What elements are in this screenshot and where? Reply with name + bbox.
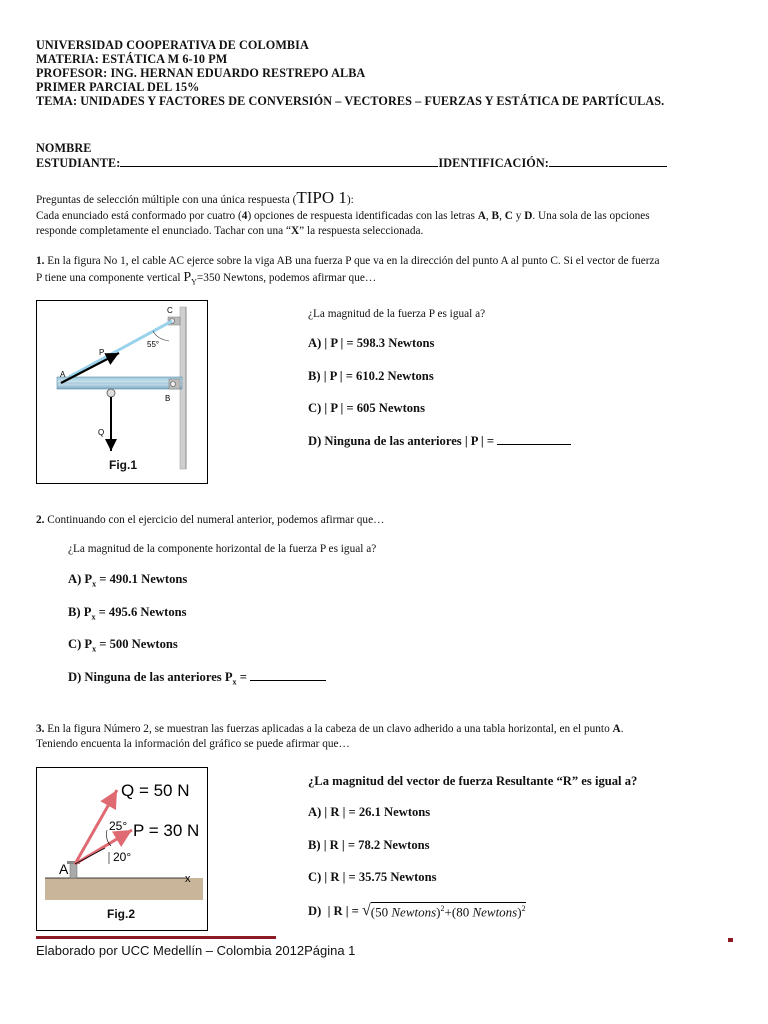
header-exam: PRIMER PARCIAL DEL 15% <box>36 80 200 94</box>
q3-option-d[interactable] <box>308 902 526 920</box>
q2-option-c[interactable] <box>68 637 178 654</box>
q2-d-pre: D) Ninguna de las anteriores P <box>68 670 233 684</box>
sqrt-icon: √ <box>362 902 371 920</box>
q2-c-post: = 500 Newtons <box>96 637 178 651</box>
q2-a-sub: x <box>92 579 97 589</box>
line2-a: responde completamente el enunciado. Tachar con una “ <box>36 225 291 237</box>
q1-text-2a: P tiene una componente vertical <box>36 272 184 284</box>
q2-answer-blank[interactable] <box>250 680 326 681</box>
q3-formula <box>371 902 526 920</box>
id-label: IDENTIFICACIÓN: <box>438 156 549 170</box>
fig2-label-x: x <box>185 873 191 885</box>
fig2-angle-25: 25° <box>109 819 128 833</box>
f-exp1: 2 <box>440 904 445 913</box>
figure-1-drawing <box>37 301 207 483</box>
fig1-angle: 55° <box>147 340 160 349</box>
q2-number: 2. <box>36 514 45 526</box>
fig1-label-c: C <box>167 306 173 315</box>
line1-b: ) opciones de respuesta identificadas con las letras <box>247 210 478 222</box>
fig1-label-a: A <box>60 370 66 379</box>
letter-c: C <box>504 210 513 222</box>
f-plus: + <box>444 904 452 920</box>
instructions-intro <box>36 190 354 208</box>
q1-text-2b: =350 Newtons, podemos afirmar que… <box>196 272 377 284</box>
q1-option-c[interactable]: C) | P | = 605 Newtons <box>308 401 425 415</box>
y: y <box>512 210 525 222</box>
fig1-label-q: Q <box>98 428 105 437</box>
py-sub: Y <box>191 277 197 287</box>
f-close1: ) <box>436 904 441 920</box>
q3-text-1a: En la figura Número 2, se muestran las fuerzas aplicadas a la cabeza de un clavo adherido a una tabla horizontal, en el punto <box>44 723 613 735</box>
q1-question: ¿La magnitud de la fuerza P es igual a? <box>308 308 486 320</box>
q2-text-span: Continuando con el ejercicio del numeral anterior, podemos afirmar que… <box>44 514 385 526</box>
q3-option-d-label: D) | R | = <box>308 903 362 918</box>
q1-text-2 <box>36 270 376 289</box>
header-subject: MATERIA: ESTÁTICA M 6-10 PM <box>36 52 228 66</box>
q3-option-c[interactable]: C) | R | = 35.75 Newtons <box>308 870 437 884</box>
q3-number: 3. <box>36 723 45 735</box>
fig1-caption: Fig.1 <box>109 458 138 472</box>
fig1-label-p: P <box>99 348 105 357</box>
q1-text-1-span: En la figura No 1, el cable AC ejerce sobre la viga AB una fuerza P que va en la dirección del punto A al punto C. Si el vector de fuerza <box>44 255 660 267</box>
q1-option-d[interactable] <box>308 434 571 449</box>
q3-text-2: Teniendo encuenta la información del gráfico se puede afirmar que… <box>36 738 350 750</box>
student-label-text: ESTUDIANTE: <box>36 156 121 170</box>
q1-answer-blank[interactable] <box>497 444 571 445</box>
f-open2: (80 <box>451 904 473 920</box>
f-close2: ) <box>517 904 522 920</box>
q2-c-sub: x <box>92 644 97 654</box>
id-field[interactable] <box>549 166 667 167</box>
footer-rule-left <box>36 936 276 939</box>
q2-text <box>36 513 384 528</box>
q3-option-a[interactable]: A) | R | = 26.1 Newtons <box>308 805 431 819</box>
q3-text-1 <box>36 722 734 737</box>
q1-number: 1. <box>36 255 45 267</box>
q2-a-pre: A) P <box>68 572 93 586</box>
q2-option-d[interactable] <box>68 670 326 687</box>
name-label: NOMBRE <box>36 141 92 155</box>
q2-question: ¿La magnitud de la componente horizontal de la fuerza P es igual a? <box>68 543 377 555</box>
q2-b-pre: B) P <box>68 605 92 619</box>
intro-end: ): <box>346 194 354 206</box>
q1-option-d-text: D) Ninguna de las anteriores | P | = <box>308 434 498 448</box>
instructions-line1: Cada enunciado está conformado por cuatro (4) opciones de respuesta identificadas con las letras A, B, C y D. Una sola de las opciones <box>36 210 650 222</box>
q2-d-sub: x <box>232 677 237 687</box>
name-field[interactable] <box>120 166 438 167</box>
q1-option-b[interactable]: B) | P | = 610.2 Newtons <box>308 369 434 383</box>
figure-2-drawing <box>37 768 207 930</box>
header-professor: PROFESOR: ING. HERNAN EDUARDO RESTREPO ALBA <box>36 66 366 80</box>
intro-text: Preguntas de selección múltiple con una única respuesta ( <box>36 194 297 206</box>
tipo-label: TIPO 1 <box>296 188 347 207</box>
q1-text-1 <box>36 254 660 269</box>
letter-b: B <box>491 210 500 222</box>
letter-x: X <box>290 225 300 237</box>
fig2-caption: Fig.2 <box>107 907 136 921</box>
q3-text-1b: . <box>620 723 624 735</box>
fig2-q-label: Q = 50 N <box>121 781 190 800</box>
fig2-p-label: P = 30 N <box>133 821 200 840</box>
f-unit2: Newtons <box>472 904 518 920</box>
q2-a-post: = 490.1 Newtons <box>96 572 188 586</box>
letter-d: D <box>524 210 533 222</box>
letter-a: A <box>477 210 486 222</box>
line1-a: Cada enunciado está conformado por cuatro ( <box>36 210 242 222</box>
q2-d-post: = <box>236 670 251 684</box>
q2-b-sub: x <box>91 612 96 622</box>
fig1-label-b: B <box>165 394 171 403</box>
figure-2 <box>36 767 208 931</box>
q2-option-a[interactable] <box>68 572 187 589</box>
f-open1: (50 <box>370 904 392 920</box>
footer-text: Elaborado por UCC Medellín – Colombia 2012Página 1 <box>36 943 356 958</box>
instructions-line2 <box>36 224 423 239</box>
header-topic: TEMA: UNIDADES Y FACTORES DE CONVERSIÓN – VECTORES – FUERZAS Y ESTÁTICA DE PARTÍCULAS. <box>36 94 665 108</box>
py-symbol: P <box>183 270 192 285</box>
line1-c: . Una sola de las opciones <box>532 210 650 222</box>
header-university: UNIVERSIDAD COOPERATIVA DE COLOMBIA <box>36 38 309 52</box>
q2-b-post: = 495.6 Newtons <box>95 605 187 619</box>
f-unit1: Newtons <box>391 904 437 920</box>
q3-question: ¿La magnitud del vector de fuerza Resultante “R” es igual a? <box>308 774 638 788</box>
q3-option-b[interactable]: B) | R | = 78.2 Newtons <box>308 838 430 852</box>
figure-1 <box>36 300 208 484</box>
q3-point: A <box>612 723 621 735</box>
fig2-label-a: A <box>59 861 69 877</box>
four: 4 <box>241 210 248 222</box>
line2-b: ” la respuesta seleccionada. <box>299 225 424 237</box>
fig2-angle-20: 20° <box>113 850 132 864</box>
f-exp2: 2 <box>521 904 526 913</box>
q2-option-b[interactable] <box>68 605 187 622</box>
q1-option-a[interactable]: A) | P | = 598.3 Newtons <box>308 336 435 350</box>
student-label <box>36 156 667 170</box>
q2-c-pre: C) P <box>68 637 93 651</box>
footer-rule-right <box>728 938 733 942</box>
